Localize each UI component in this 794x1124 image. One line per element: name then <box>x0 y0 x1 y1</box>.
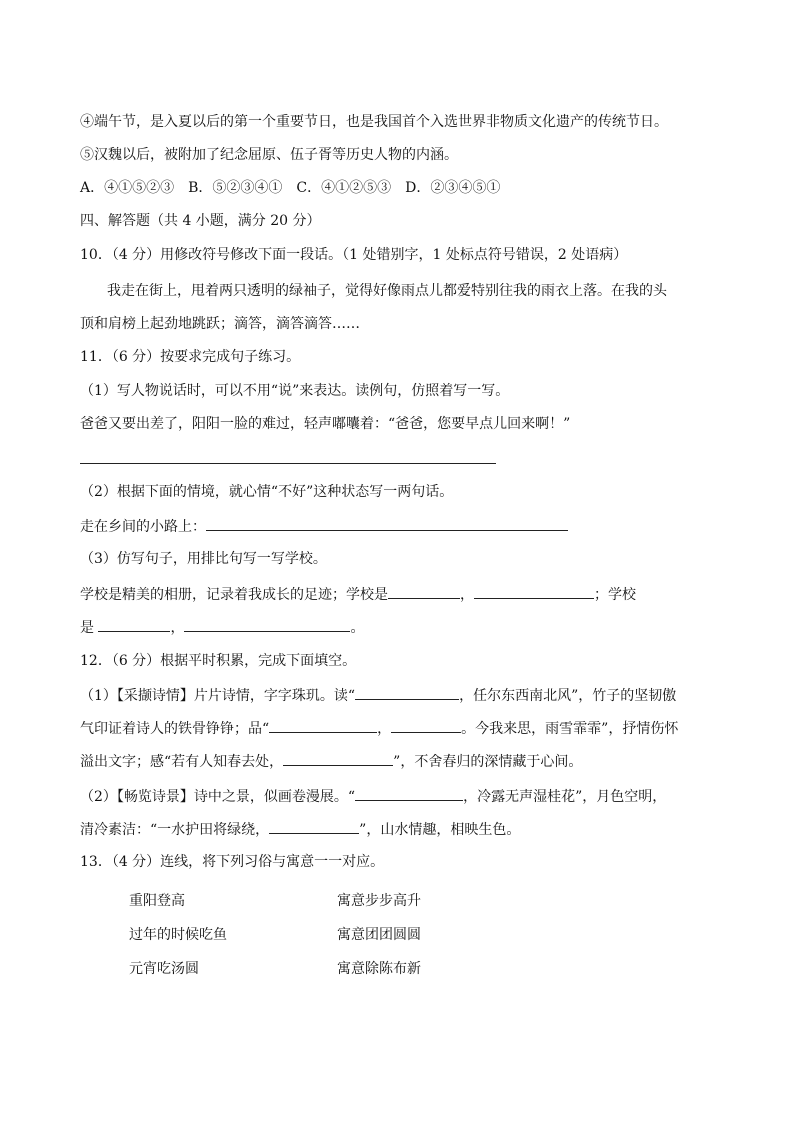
q12-text-2a: 气印证着诗人的铁骨铮铮；品“ <box>80 721 270 737</box>
statement-4: ④端午节，是入夏以后的第一个重要节日，也是我国首个入选世界非物质文化遗产的传统节日。 <box>80 114 668 130</box>
q12-blank-6[interactable] <box>269 819 359 834</box>
q12-text-1b: ，任尔东西南北风”，竹子的坚韧傲 <box>459 688 677 704</box>
q11-part3-line-2 <box>80 617 364 638</box>
q12-text-4a: （2）【畅览诗景】诗中之景，似画卷漫展。“ <box>80 789 356 805</box>
q11-part1: （1）写人物说话时，可以不用“说”来表达。读例句，仿照着写一写。 <box>80 383 510 399</box>
q11-part3-line-1 <box>80 584 636 605</box>
q12-text-2c: 。今我来思，雨雪霏霏”，抒情伤怀 <box>461 721 679 737</box>
q11-part3-blank-1[interactable] <box>388 584 460 599</box>
q10-passage-line-2: 顶和肩榜上起劲地跳跃；滴答，滴答滴答…… <box>80 316 360 332</box>
q12-text-3a: 溢出文字；感“若有人知春去处， <box>80 754 284 770</box>
q12-part2-line-2 <box>80 819 520 840</box>
q11-example: 爸爸又要出差了，阳阳一脸的难过，轻声嘟囔着：“爸爸，您要早点儿回来啊！” <box>80 416 571 432</box>
q11-part3-blank-4[interactable] <box>184 617 350 632</box>
custom-item[interactable]: 元宵吃汤圆 <box>129 961 199 977</box>
q12-blank-3[interactable] <box>391 718 461 733</box>
q11-part2: （2）根据下面的情境，就心情“不好”这种状态写一两句话。 <box>80 484 454 500</box>
q11-part2-blank[interactable] <box>206 516 568 531</box>
q12-blank-1[interactable] <box>355 685 459 700</box>
q12-part2-line-1 <box>80 786 666 807</box>
q11-part3-comma-1: ， <box>460 587 474 603</box>
q11-part3-semicolon: ；学校 <box>594 587 636 603</box>
q12-part1-line-3 <box>80 751 582 772</box>
meaning-item[interactable]: 寓意步步高升 <box>337 893 421 909</box>
q12-text-3b: ”，不舍春归的深情藏于心间。 <box>393 754 583 770</box>
q11-part2-label: 走在乡间的小路上： <box>80 519 206 535</box>
q11-answer-line[interactable] <box>80 463 496 464</box>
q12-part1-line-1 <box>80 685 676 706</box>
q11-part3-blank-2[interactable] <box>474 584 594 599</box>
custom-item[interactable]: 过年的时候吃鱼 <box>129 927 227 943</box>
custom-item[interactable]: 重阳登高 <box>129 893 185 909</box>
q12-text-1a: （1）【采撷诗情】片片诗情，字字珠玑。读“ <box>80 688 356 704</box>
q11-prompt: 11．（6 分）按要求完成句子练习。 <box>80 349 301 365</box>
section-heading: 四、解答题（共 4 小题，满分 20 分） <box>80 213 321 229</box>
q13-prompt: 13．（4 分）连线，将下列习俗与寓意一一对应。 <box>80 854 385 870</box>
q12-text-2b: ， <box>377 721 392 737</box>
q12-text-5a: 清冷素洁：“一水护田将绿绕， <box>80 822 270 838</box>
q12-part1-line-2 <box>80 718 678 739</box>
meaning-item[interactable]: 寓意除陈布新 <box>337 961 421 977</box>
statement-5: ⑤汉魏以后，被附加了纪念屈原、伍子胥等历史人物的内涵。 <box>80 147 458 163</box>
q11-part3-comma-2: ， <box>170 620 185 636</box>
q12-blank-2[interactable] <box>269 718 377 733</box>
q12-text-4b: ，冷露无声湿桂花”，月色空明， <box>463 789 667 805</box>
q12-prompt: 12．（6 分）根据平时积累，完成下面填空。 <box>80 653 357 669</box>
q11-part3-text-b: 是 <box>80 620 94 636</box>
q10-passage-line-1: 我走在街上，甩着两只透明的绿袖子，觉得好像雨点儿都爱特别往我的雨衣上落。在我的头 <box>107 283 667 299</box>
q12-blank-4[interactable] <box>283 751 393 766</box>
q11-part2-prompt <box>80 516 568 537</box>
q12-blank-5[interactable] <box>355 786 463 801</box>
q12-text-5b: ”，山水情趣，相映生色。 <box>359 822 521 838</box>
q11-part3-blank-3[interactable] <box>98 617 170 632</box>
q11-part3-text-a: 学校是精美的相册，记录着我成长的足迹；学校是 <box>80 587 388 603</box>
q11-part3: （3）仿写句子，用排比句写一写学校。 <box>80 551 327 567</box>
q10-prompt: 10．（4 分）用修改符号修改下面一段话。（1 处错别字，1 处标点符号错误，2 处语病） <box>80 247 628 263</box>
q9-options: A．④①⑤②③ B．⑤②③④① C．④①②⑤③ D．②③④⑤① <box>80 180 501 196</box>
q11-part3-period: 。 <box>350 620 365 636</box>
meaning-item[interactable]: 寓意团团圆圆 <box>337 927 421 943</box>
